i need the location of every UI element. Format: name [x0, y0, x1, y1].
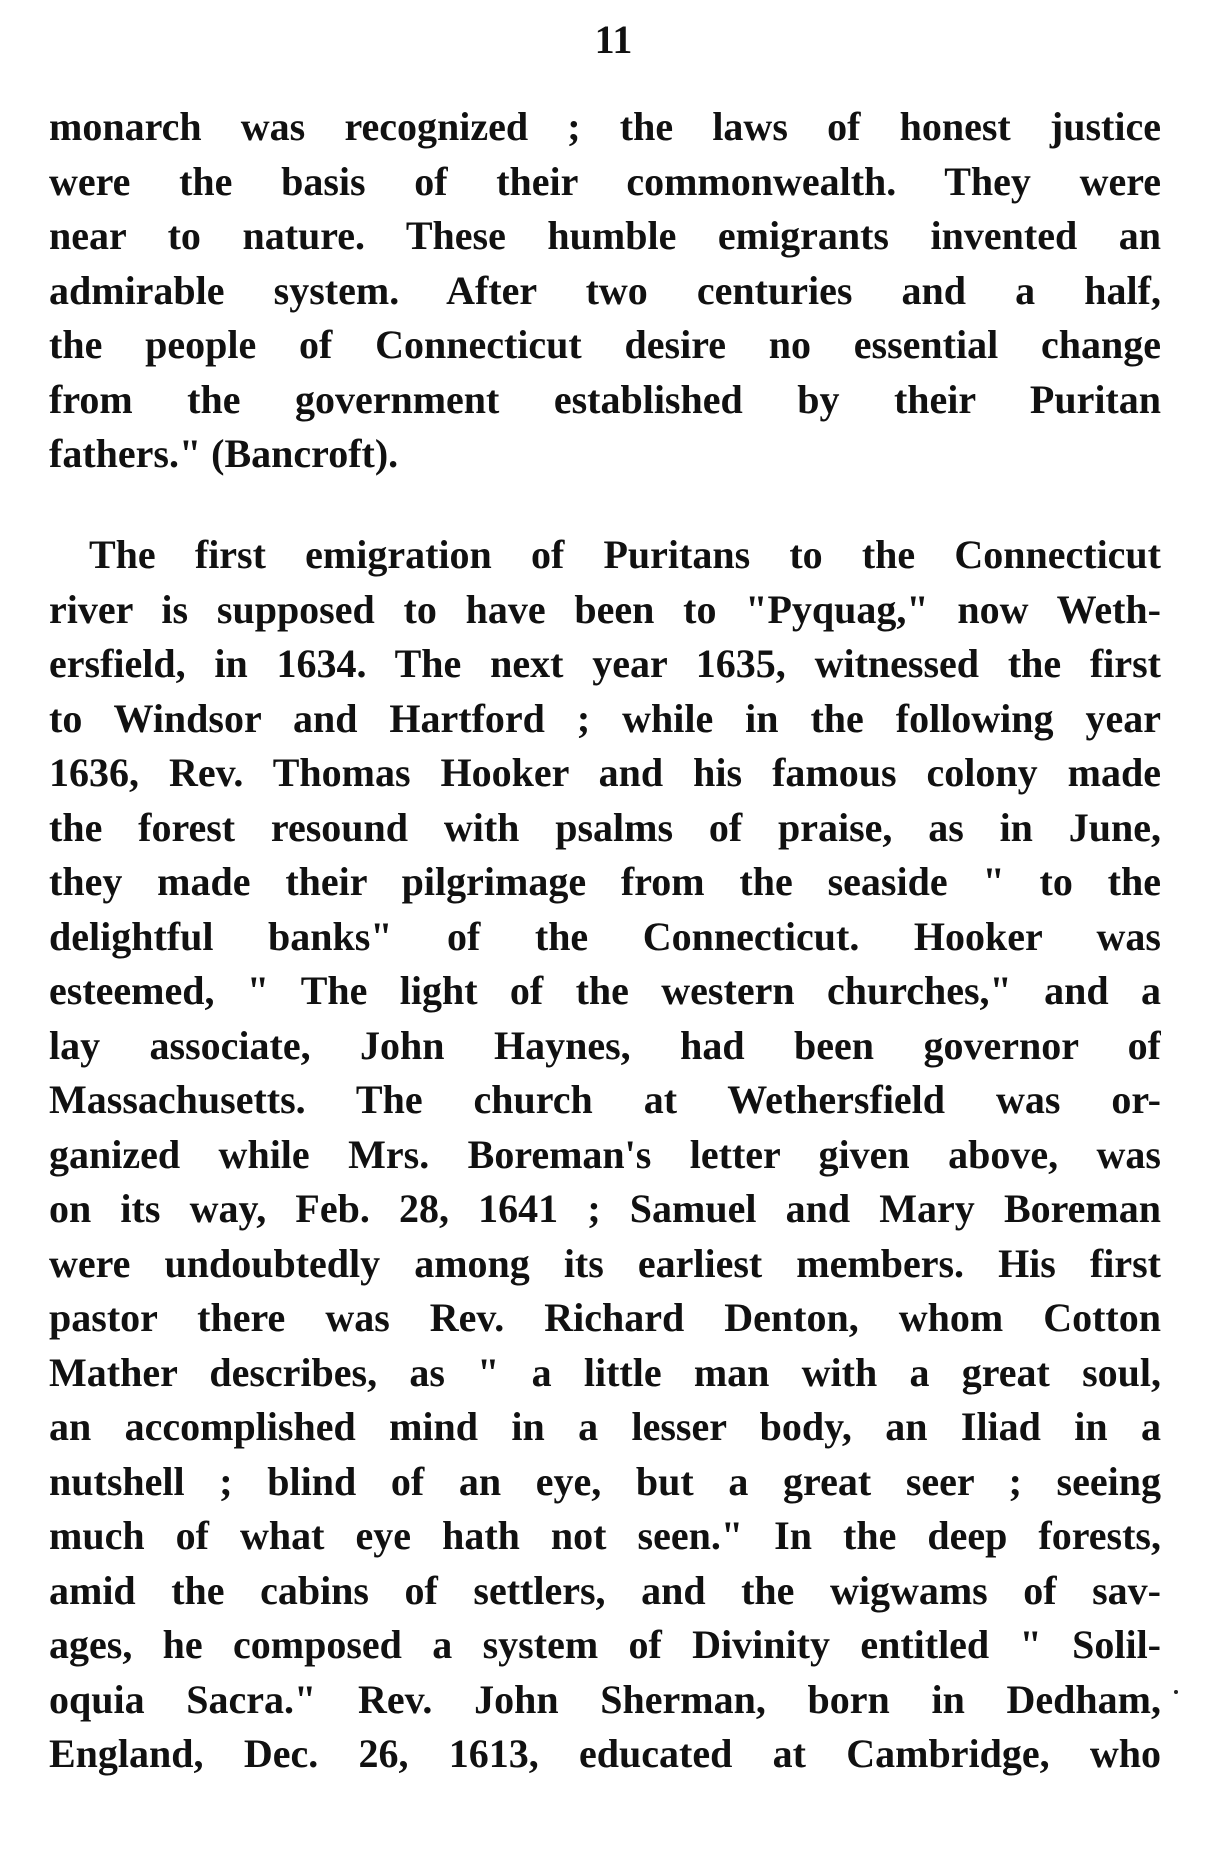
text-line: lay associate, John Haynes, had been governor of [49, 1022, 1161, 1068]
text-line: The first emigration of Puritans to the Connecticut [89, 532, 1161, 577]
text-line: were the basis of their commonwealth. They were [49, 158, 1161, 204]
text-line: ersfield, in 1634. The next year 1635, witnessed the first [49, 641, 1161, 686]
text-line: ganized while Mrs. Boreman's letter given above, was [49, 1131, 1161, 1177]
text-line: nutshell ; blind of an eye, but a great seer ; seeing [49, 1458, 1161, 1504]
text-line: fathers." (Bancroft). [49, 431, 399, 476]
text-line: monarch was recognized ; the laws of honest justice [49, 104, 1161, 149]
paragraph-bancroft-quote [49, 100, 1161, 482]
text-line: amid the cabins of settlers, and the wigwams of sav- [49, 1567, 1161, 1613]
text-line: pastor there was Rev. Richard Denton, whom Cotton [49, 1295, 1161, 1340]
text-line: oquia Sacra." Rev. John Sherman, born in Dedham, [49, 1676, 1161, 1722]
text-line: they made their pilgrimage from the seaside " to the [49, 859, 1161, 904]
paragraph-puritan-emigration [49, 528, 1161, 1782]
text-line: were undoubtedly among its earliest members. His first [49, 1240, 1161, 1286]
text-line: to Windsor and Hartford ; while in the following year [49, 695, 1161, 741]
text-line: the people of Connecticut desire no essential change [49, 322, 1161, 367]
text-line: near to nature. These humble emigrants invented an [49, 213, 1161, 258]
text-line: from the government established by their Puritan [49, 376, 1161, 422]
text-line: delightful banks" of the Connecticut. Hooker was [49, 913, 1161, 959]
text-line: an accomplished mind in a lesser body, an Iliad in a [49, 1404, 1161, 1449]
text-line: admirable system. After two centuries and a half, [49, 267, 1161, 313]
text-line: on its way, Feb. 28, 1641 ; Samuel and Mary Boreman [49, 1186, 1161, 1231]
text-line: Mather describes, as " a little man with a great soul, [49, 1349, 1161, 1395]
text-line: 1636, Rev. Thomas Hooker and his famous colony made [49, 750, 1161, 795]
ink-speck [1174, 1690, 1178, 1694]
text-line: England, Dec. 26, 1613, educated at Cambridge, who [49, 1731, 1161, 1776]
text-line: the forest resound with psalms of praise, as in June, [49, 804, 1161, 850]
text-line: Massachusetts. The church at Wethersfield was or- [49, 1077, 1161, 1122]
text-line: ages, he composed a system of Divinity entitled " Solil- [49, 1622, 1161, 1667]
page-number: 11 [594, 17, 633, 62]
text-line: river is supposed to have been to "Pyquag," now Weth- [49, 586, 1161, 632]
text-line: much of what eye hath not seen." In the deep forests, [49, 1513, 1161, 1558]
text-line: esteemed, " The light of the western churches," and a [49, 968, 1161, 1013]
